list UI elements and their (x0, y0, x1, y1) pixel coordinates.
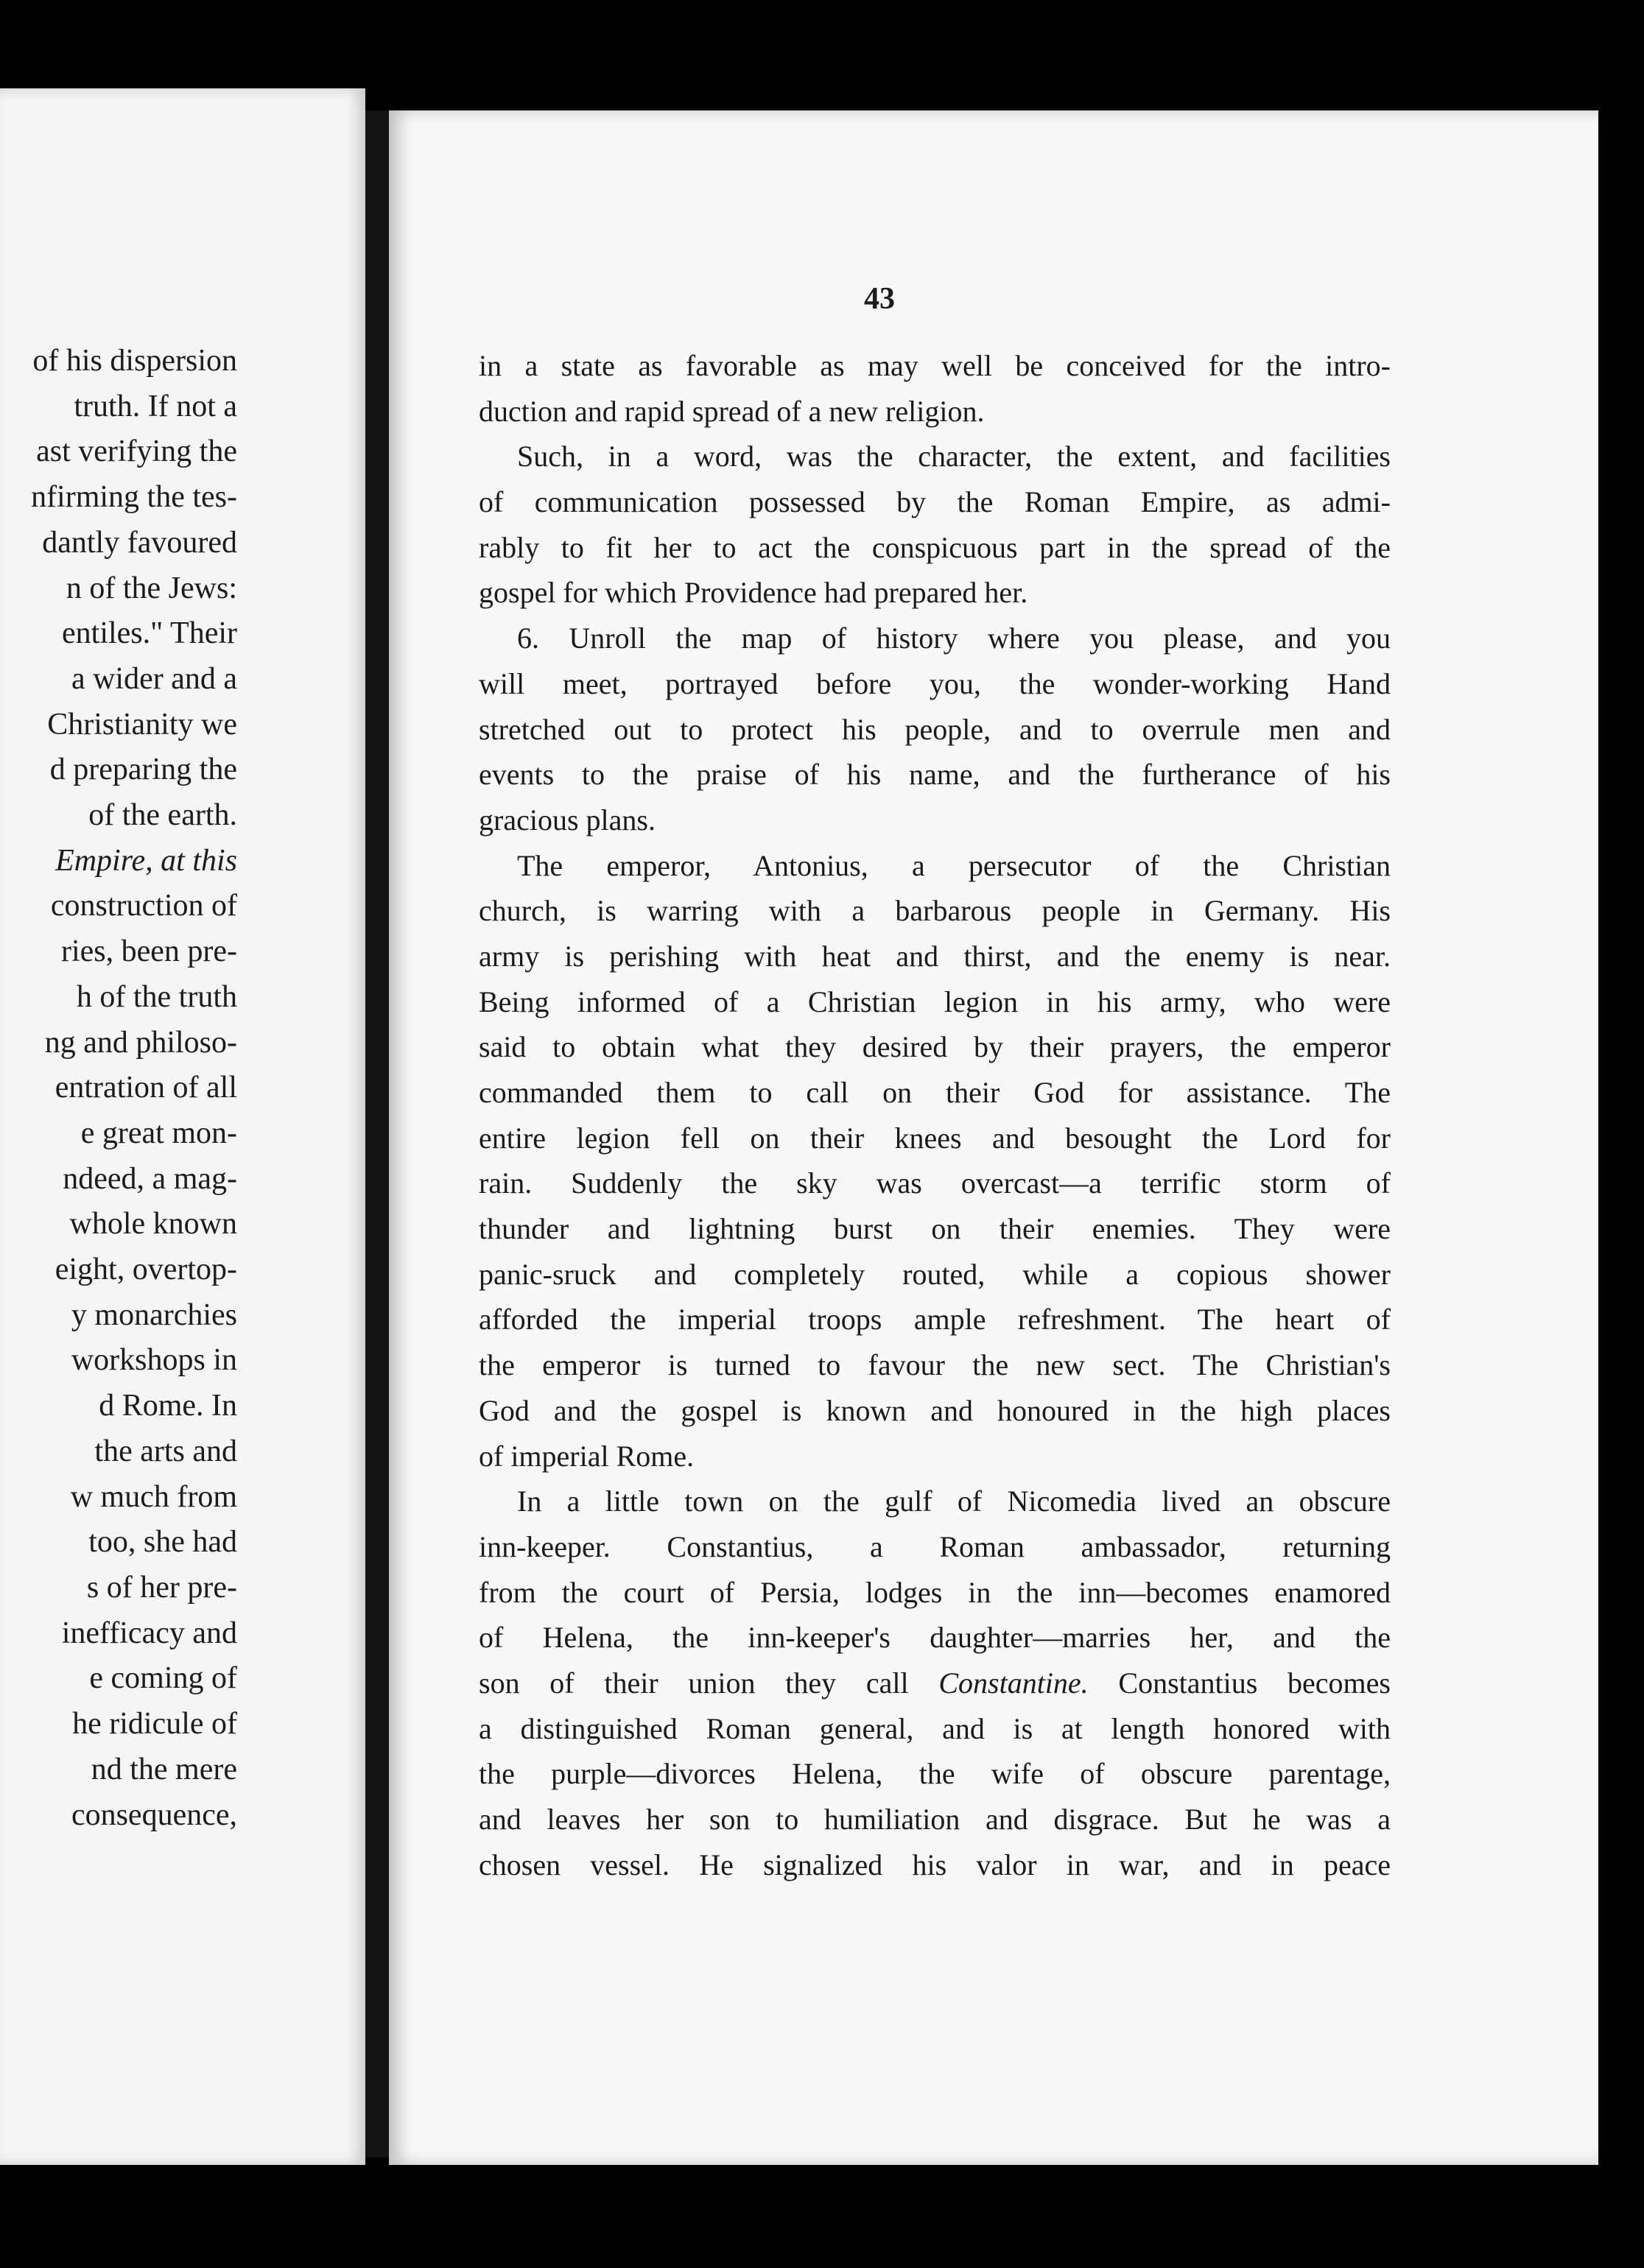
left-line: d preparing the (49, 753, 237, 787)
text-line: in a state as favorable as may well be conceived for the intro- (479, 349, 1391, 382)
left-line: of the earth. (88, 798, 237, 833)
text-line: said to obtain what they desired by their prayers, the emperor (479, 1030, 1391, 1064)
text-line: army is perishing with heat and thirst, and the enemy is near. (479, 939, 1391, 973)
left-line: e great mon- (80, 1116, 237, 1150)
text-line: and leaves her son to humiliation and disgrace. But he was a (479, 1803, 1391, 1836)
right-page (389, 110, 1598, 2165)
text-line: commanded them to call on their God for assistance. The (479, 1076, 1391, 1109)
left-line: d Rome. In (99, 1389, 237, 1423)
text-line: of communication possessed by the Roman Empire, as admi- (479, 485, 1391, 519)
left-page-text (0, 339, 365, 1838)
body-text (479, 343, 1391, 1887)
left-line: nfirming the tes- (31, 480, 237, 515)
left-line: y monarchies (71, 1297, 237, 1332)
text-line: The emperor, Antonius, a persecutor of the Christian (517, 848, 1391, 882)
text-line: inn-keeper. Constantius, a Roman ambassador, returning (479, 1529, 1391, 1563)
text-line: Being informed of a Christian legion in his army, who were (479, 985, 1391, 1018)
left-line: workshops in (71, 1343, 237, 1378)
left-line: a wider and a (71, 661, 237, 696)
left-line: Christianity we (47, 707, 237, 742)
text-line: 6. Unroll the map of history where you please, and you (517, 621, 1391, 655)
text-line: of Helena, the inn-keeper's daughter—marries her, and the (479, 1621, 1391, 1655)
italic-name: Constantine. (938, 1666, 1089, 1700)
text-line: church, is warring with a barbarous people in Germany. His (479, 894, 1391, 928)
text-line: panic-sruck and completely routed, while a copious shower (479, 1257, 1391, 1291)
left-line: nd the mere (91, 1752, 237, 1786)
left-line: he ridicule of (72, 1707, 237, 1742)
left-line: w much from (70, 1479, 237, 1514)
left-line: construction of (50, 889, 237, 923)
left-line: truth. If not a (74, 389, 237, 423)
left-line: h of the truth (76, 979, 237, 1014)
book-gutter (365, 110, 389, 2158)
left-line: the arts and (94, 1434, 237, 1468)
text-line: the purple—divorces Helena, the wife of obscure parentage, (479, 1757, 1391, 1791)
text-line: afforded the imperial troops ample refreshment. The heart of (479, 1303, 1391, 1336)
text-line: events to the praise of his name, and the furtherance of his (479, 758, 1391, 792)
left-line: inefficacy and (61, 1616, 237, 1650)
text-line: chosen vessel. He signalized his valor in war, and in peace (479, 1848, 1391, 1881)
text-line: rably to fit her to act the conspicuous part in the spread of the (479, 530, 1391, 564)
text-line: entire legion fell on their knees and besought the Lord for (479, 1121, 1391, 1155)
text-line: gospel for which Providence had prepared her. (479, 576, 1028, 610)
left-line-italic: Empire, at this (55, 843, 237, 878)
left-line: e coming of (89, 1661, 237, 1696)
text-line: will meet, portrayed before you, the wonder-working Hand (479, 666, 1391, 700)
left-line: too, she had (88, 1525, 237, 1560)
text-line: gracious plans. (479, 803, 656, 837)
left-line: s of her pre- (86, 1570, 237, 1605)
left-line: n of the Jews: (66, 571, 237, 605)
left-line: ries, been pre- (60, 934, 237, 969)
text-line: son of their union they call Constantine. Constantius becomes (479, 1666, 1391, 1700)
left-line: entiles." Their (62, 616, 237, 651)
left-line: dantly favoured (42, 525, 237, 560)
left-line: ng and philoso- (44, 1025, 237, 1060)
left-line: of his dispersion (32, 344, 237, 378)
page-number: 43 (864, 282, 895, 316)
text-line: God and the gospel is known and honoured in the high places (479, 1393, 1391, 1427)
text-line: from the court of Persia, lodges in the inn—becomes enamored (479, 1575, 1391, 1609)
text-line: duction and rapid spread of a new religion. (479, 394, 985, 428)
left-line: ndeed, a mag- (63, 1161, 237, 1196)
text-line: stretched out to protect his people, and to overrule men and (479, 712, 1391, 746)
left-line: consequence, (71, 1797, 237, 1832)
left-page (0, 88, 365, 2165)
left-line (0, 839, 365, 884)
left-line: whole known (69, 1207, 237, 1242)
text-line: Such, in a word, was the character, the extent, and facilities (517, 440, 1391, 473)
text-line: of imperial Rome. (479, 1439, 695, 1473)
left-line: eight, overtop- (55, 1253, 237, 1287)
text-line: thunder and lightning burst on their enemies. They were (479, 1212, 1391, 1246)
text-line: a distinguished Roman general, and is at length honored with (479, 1711, 1391, 1745)
text-line: rain. Suddenly the sky was overcast—a terrific storm of (479, 1166, 1391, 1200)
text-line: the emperor is turned to favour the new sect. The Christian's (479, 1348, 1391, 1382)
text-line: In a little town on the gulf of Nicomedia lived an obscure (517, 1485, 1391, 1518)
left-line: ast verifying the (36, 434, 237, 469)
left-line: entration of all (55, 1071, 237, 1105)
